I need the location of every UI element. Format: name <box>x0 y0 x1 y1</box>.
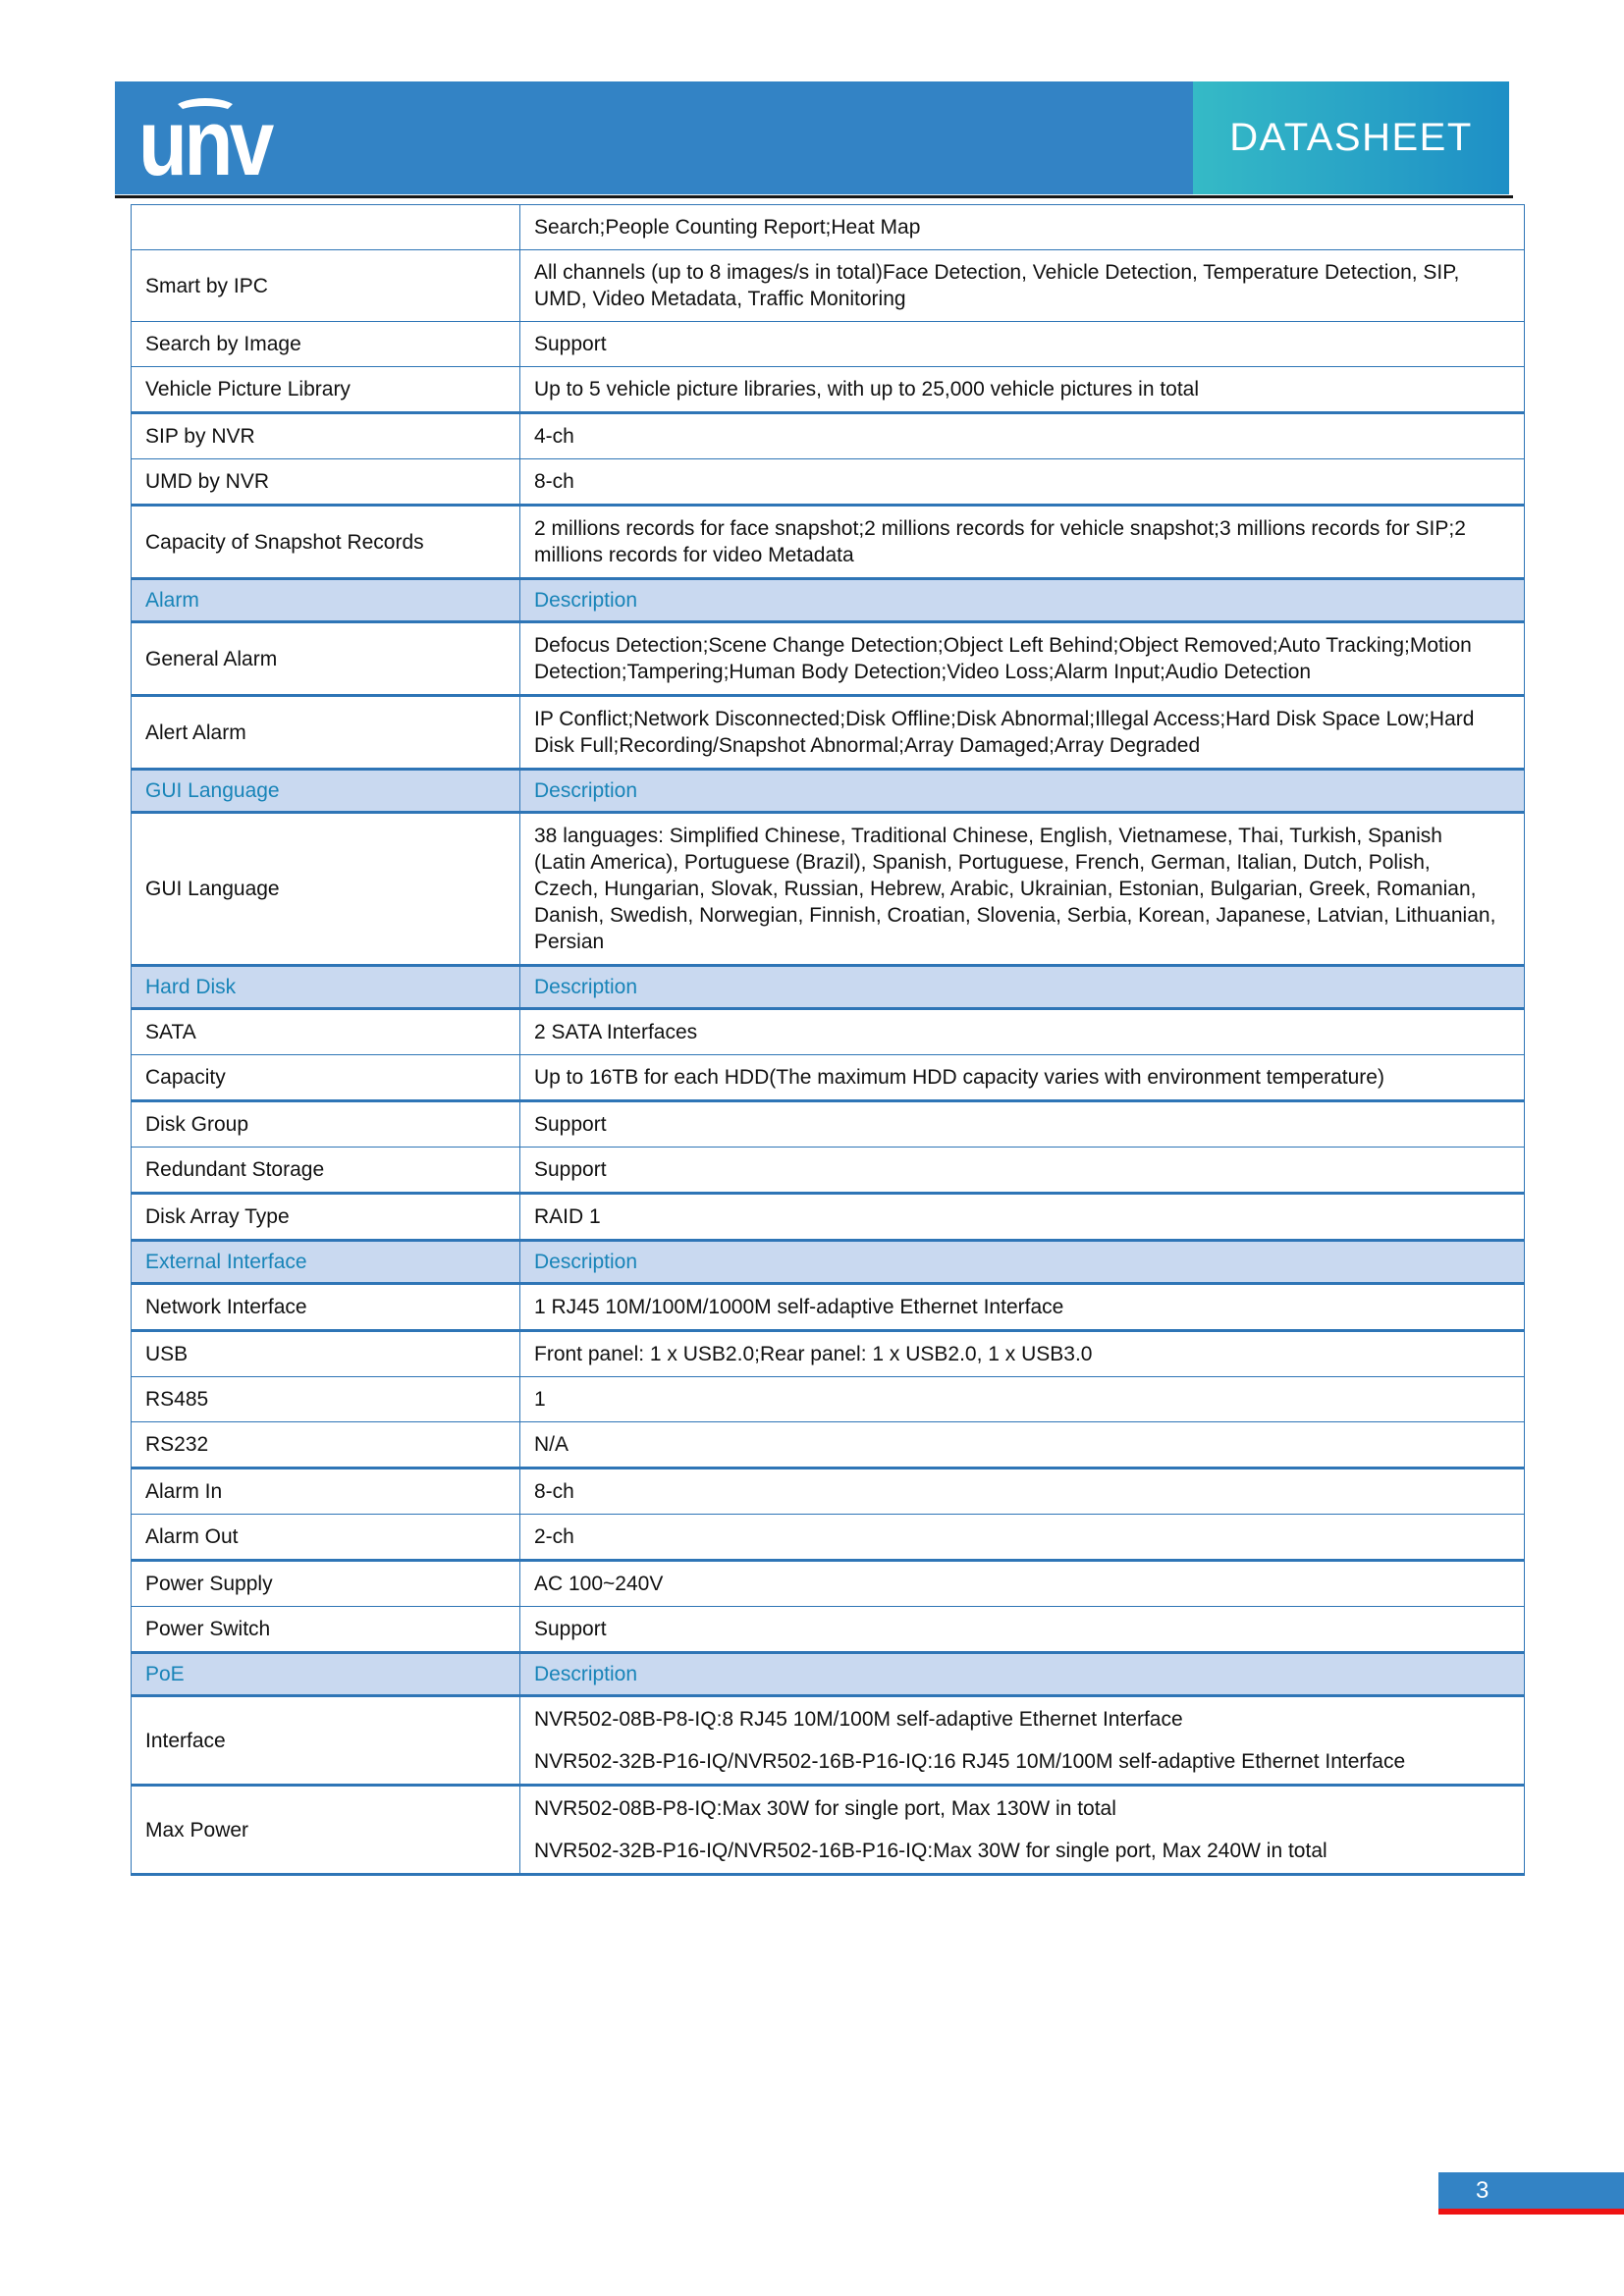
spec-row <box>132 1148 1525 1194</box>
spec-label: Alert Alarm <box>132 696 520 770</box>
unv-logo-text: unv <box>138 90 271 195</box>
spec-value-paragraph: NVR502-32B-P16-IQ/NVR502-16B-P16-IQ:Max 30W for single port, Max 240W in total <box>534 1840 1327 1862</box>
spec-row <box>132 1055 1525 1101</box>
spec-value <box>520 696 1525 770</box>
spec-row <box>132 1786 1525 1875</box>
spec-value-paragraph: 2-ch <box>534 1525 574 1548</box>
spec-label: USB <box>132 1331 520 1377</box>
section-title: PoE <box>132 1653 520 1696</box>
spec-value-paragraph: NVR502-08B-P8-IQ:8 RJ45 10M/100M self-adaptive Ethernet Interface <box>534 1708 1183 1731</box>
spec-value <box>520 413 1525 459</box>
spec-label: Max Power <box>132 1786 520 1875</box>
spec-value-paragraph: Defocus Detection;Scene Change Detection;Object Left Behind;Object Removed;Auto Tracking;Motion Detection;Tampering;Human Body Detection;Video Loss;Alarm Input;Audio Detection <box>534 634 1472 683</box>
section-header-row <box>132 1241 1525 1284</box>
spec-label: Vehicle Picture Library <box>132 367 520 413</box>
unv-logo <box>138 90 315 195</box>
spec-row <box>132 1696 1525 1786</box>
spec-label: SIP by NVR <box>132 413 520 459</box>
section-title: Alarm <box>132 579 520 622</box>
spec-row <box>132 506 1525 579</box>
page-number: 3 <box>1476 2176 1489 2204</box>
spec-row <box>132 250 1525 322</box>
spec-value-paragraph: Search;People Counting Report;Heat Map <box>534 216 921 239</box>
spec-label: RS232 <box>132 1422 520 1468</box>
spec-label: Interface <box>132 1696 520 1786</box>
spec-label: Disk Array Type <box>132 1194 520 1241</box>
spec-value-paragraph: 38 languages: Simplified Chinese, Traditional Chinese, English, Vietnamese, Thai, Turkish, Spanish (Latin America), Portuguese (Brazil), Spanish, Portuguese, French, German, Italian, Dutch, Polish, Czech, Hungarian, Slovak, Russian, Hebrew, Arabic, Ukrainian, Estonian, Bulgarian, Greek, Romanian, Danish, Swedish, Norwegian, Finnish, Croatian, Slovenia, Serbia, Korean, Japanese, Latvian, Lithuanian, Persian <box>534 825 1496 953</box>
section-description-header: Description <box>520 770 1525 813</box>
section-header-row <box>132 1653 1525 1696</box>
spec-label: UMD by NVR <box>132 459 520 506</box>
spec-value <box>520 1607 1525 1653</box>
spec-value-paragraph: All channels (up to 8 images/s in total)Face Detection, Vehicle Detection, Temperature Detection, SIP, UMD, Video Metadata, Traffic Monitoring <box>534 261 1460 310</box>
spec-value-paragraph: 1 RJ45 10M/100M/1000M self-adaptive Ethernet Interface <box>534 1296 1064 1318</box>
spec-row <box>132 1101 1525 1148</box>
section-title: External Interface <box>132 1241 520 1284</box>
section-header-row <box>132 966 1525 1009</box>
spec-label: GUI Language <box>132 813 520 966</box>
spec-label: Capacity of Snapshot Records <box>132 506 520 579</box>
spec-label: Redundant Storage <box>132 1148 520 1194</box>
spec-value <box>520 322 1525 367</box>
spec-label: Alarm Out <box>132 1515 520 1561</box>
spec-value-paragraph: AC 100~240V <box>534 1573 664 1595</box>
spec-row <box>132 1561 1525 1607</box>
spec-value-paragraph: Up to 5 vehicle picture libraries, with up to 25,000 vehicle pictures in total <box>534 378 1200 400</box>
spec-row <box>132 322 1525 367</box>
spec-value-paragraph: Front panel: 1 x USB2.0;Rear panel: 1 x USB2.0, 1 x USB3.0 <box>534 1343 1093 1365</box>
spec-row <box>132 1194 1525 1241</box>
spec-value <box>520 1696 1525 1786</box>
spec-value <box>520 1561 1525 1607</box>
spec-row <box>132 1284 1525 1331</box>
spec-value-paragraph: 8-ch <box>534 470 574 493</box>
section-description-header: Description <box>520 966 1525 1009</box>
spec-row <box>132 1468 1525 1515</box>
spec-row <box>132 622 1525 696</box>
section-description-header: Description <box>520 1241 1525 1284</box>
spec-value-paragraph: IP Conflict;Network Disconnected;Disk Offline;Disk Abnormal;Illegal Access;Hard Disk Space Low;Hard Disk Full;Recording/Snapshot Abnormal;Array Damaged;Array Degraded <box>534 708 1475 757</box>
spec-value-paragraph: Support <box>534 333 607 355</box>
spec-row <box>132 1607 1525 1653</box>
footer-red-line <box>1438 2209 1624 2215</box>
section-header-row <box>132 770 1525 813</box>
spec-value <box>520 1284 1525 1331</box>
spec-value-paragraph: NVR502-08B-P8-IQ:Max 30W for single port, Max 130W in total <box>534 1797 1116 1820</box>
section-header-row <box>132 579 1525 622</box>
spec-value-paragraph: 1 <box>534 1388 546 1411</box>
spec-row <box>132 459 1525 506</box>
spec-value <box>520 813 1525 966</box>
spec-value-paragraph: 2 millions records for face snapshot;2 millions records for vehicle snapshot;3 millions records for SIP;2 millions records for video Metadata <box>534 517 1466 566</box>
spec-value <box>520 1786 1525 1875</box>
spec-label: Network Interface <box>132 1284 520 1331</box>
spec-value <box>520 1055 1525 1101</box>
spec-label: General Alarm <box>132 622 520 696</box>
spec-value-paragraph: Up to 16TB for each HDD(The maximum HDD capacity varies with environment temperature) <box>534 1066 1384 1089</box>
spec-label: Alarm In <box>132 1468 520 1515</box>
page-header <box>115 81 1509 194</box>
spec-value <box>520 459 1525 506</box>
datasheet-badge <box>1193 81 1509 194</box>
spec-value-paragraph: 4-ch <box>534 425 574 448</box>
spec-value <box>520 622 1525 696</box>
spec-label: Power Switch <box>132 1607 520 1653</box>
spec-value <box>520 1148 1525 1194</box>
spec-label: Smart by IPC <box>132 250 520 322</box>
spec-row <box>132 1515 1525 1561</box>
spec-value-paragraph: Support <box>534 1113 607 1136</box>
spec-row <box>132 205 1525 250</box>
page-number-box <box>1438 2172 1624 2209</box>
spec-row <box>132 367 1525 413</box>
spec-value-paragraph: Support <box>534 1618 607 1640</box>
spec-value <box>520 367 1525 413</box>
spec-table <box>131 204 1525 1876</box>
spec-label: Capacity <box>132 1055 520 1101</box>
spec-value <box>520 1468 1525 1515</box>
spec-label: Disk Group <box>132 1101 520 1148</box>
spec-row <box>132 1331 1525 1377</box>
spec-row <box>132 413 1525 459</box>
spec-row <box>132 1422 1525 1468</box>
spec-value <box>520 250 1525 322</box>
spec-row <box>132 1377 1525 1422</box>
section-description-header: Description <box>520 1653 1525 1696</box>
spec-label <box>132 205 520 250</box>
spec-row <box>132 813 1525 966</box>
spec-value-paragraph: N/A <box>534 1433 569 1456</box>
spec-value <box>520 1515 1525 1561</box>
spec-value-paragraph: 2 SATA Interfaces <box>534 1021 698 1043</box>
spec-label: RS485 <box>132 1377 520 1422</box>
section-description-header: Description <box>520 579 1525 622</box>
section-title: GUI Language <box>132 770 520 813</box>
spec-label: SATA <box>132 1009 520 1055</box>
spec-row <box>132 1009 1525 1055</box>
section-title: Hard Disk <box>132 966 520 1009</box>
spec-value <box>520 506 1525 579</box>
spec-value <box>520 1331 1525 1377</box>
spec-value-paragraph: NVR502-32B-P16-IQ/NVR502-16B-P16-IQ:16 RJ45 10M/100M self-adaptive Ethernet Interface <box>534 1750 1406 1773</box>
spec-value <box>520 1194 1525 1241</box>
spec-label: Power Supply <box>132 1561 520 1607</box>
spec-value <box>520 1377 1525 1422</box>
datasheet-badge-text: DATASHEET <box>1229 116 1473 159</box>
spec-value <box>520 205 1525 250</box>
spec-value-paragraph: RAID 1 <box>534 1205 601 1228</box>
spec-value <box>520 1009 1525 1055</box>
spec-value <box>520 1422 1525 1468</box>
spec-value-paragraph: Support <box>534 1158 607 1181</box>
spec-label: Search by Image <box>132 322 520 367</box>
spec-table-body <box>132 205 1525 1875</box>
spec-row <box>132 696 1525 770</box>
header-underline <box>115 195 1513 198</box>
spec-value-paragraph: 8-ch <box>534 1480 574 1503</box>
spec-value <box>520 1101 1525 1148</box>
